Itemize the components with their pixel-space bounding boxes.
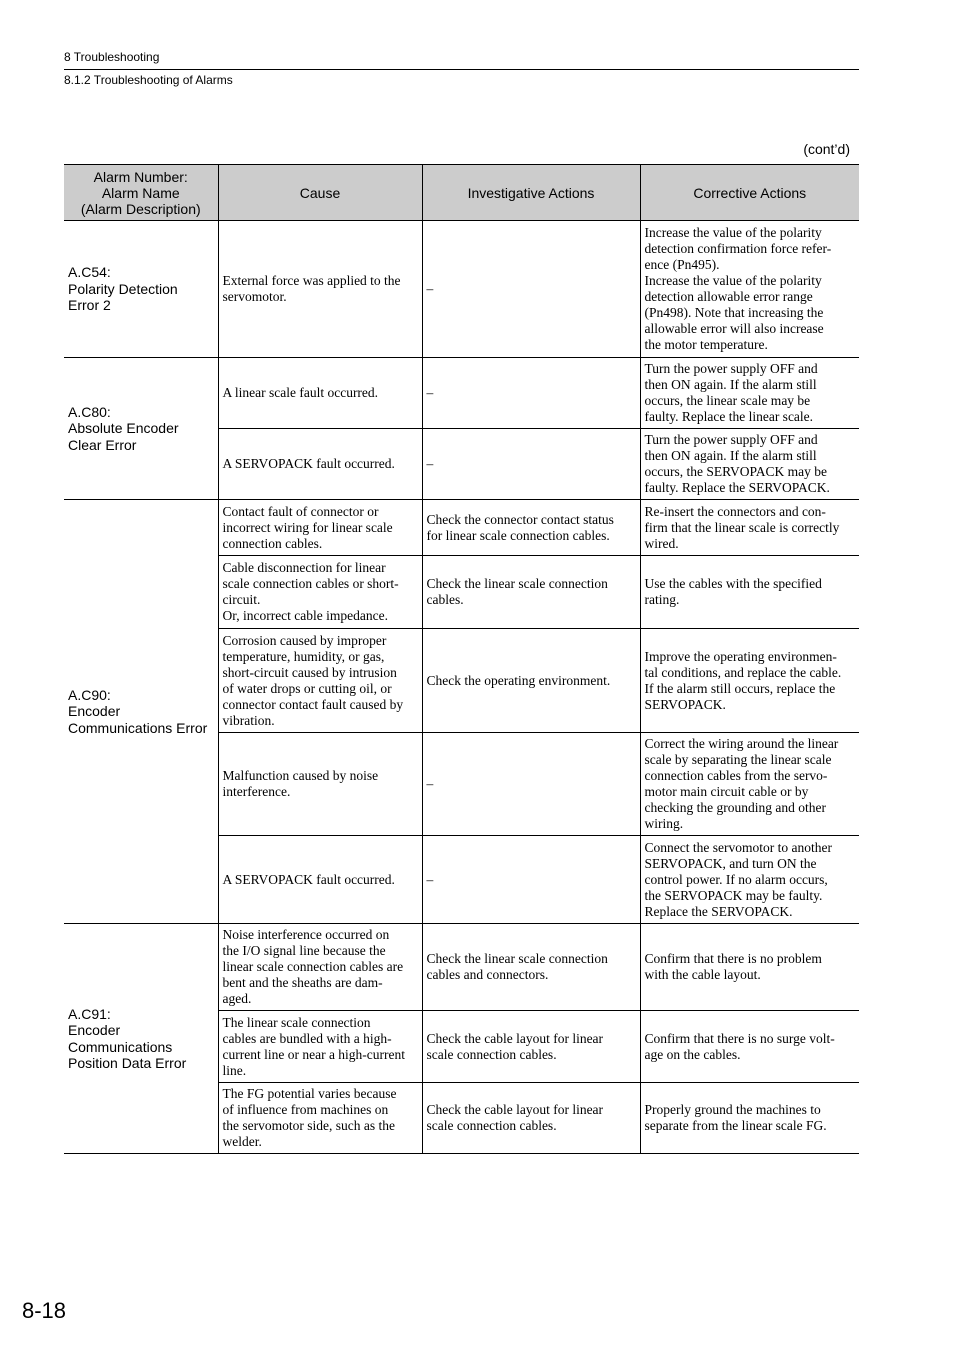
investigative-cell: –: [422, 221, 640, 358]
cause-cell: A SERVOPACK fault occurred.: [218, 429, 422, 500]
cause-cell: The linear scale connection cables are bundled with a high- current line or near a high-current line.: [218, 1011, 422, 1083]
table-row: [64, 221, 859, 358]
investigative-cell: Check the cable layout for linear scale connection cables.: [422, 1083, 640, 1154]
corrective-cell: Confirm that there is no problem with the cable layout.: [640, 924, 859, 1011]
alarm-cell: A.C54: Polarity Detection Error 2: [64, 221, 218, 358]
corrective-cell: Use the cables with the specified rating.: [640, 556, 859, 629]
cause-cell: Contact fault of connector or incorrect wiring for linear scale connection cables.: [218, 500, 422, 556]
corrective-cell: Increase the value of the polarity detection confirmation force refer- ence (Pn495). Increase the value of the polarity detection allowable error range (Pn498). Note that increasing the allowable error will also increase the motor temperature.: [640, 221, 859, 358]
header-alarm: Alarm Number: Alarm Name (Alarm Description): [64, 165, 218, 221]
cause-cell: The FG potential varies because of influence from machines on the servomotor side, such as the welder.: [218, 1083, 422, 1154]
alarm-table: [64, 164, 859, 1154]
alarm-cell: A.C80: Absolute Encoder Clear Error: [64, 358, 218, 500]
alarm-cell: A.C90: Encoder Communications Error: [64, 500, 218, 924]
corrective-cell: Re-insert the connectors and con- firm that the linear scale is correctly wired.: [640, 500, 859, 556]
corrective-cell: Confirm that there is no surge volt- age on the cables.: [640, 1011, 859, 1083]
table-row: [64, 500, 859, 556]
alarm-cell: A.C91: Encoder Communications Position Data Error: [64, 924, 218, 1154]
corrective-cell: Turn the power supply OFF and then ON again. If the alarm still occurs, the linear scale may be faulty. Replace the linear scale.: [640, 358, 859, 429]
investigative-cell: Check the linear scale connection cables.: [422, 556, 640, 629]
section-header: 8.1.2 Troubleshooting of Alarms: [64, 73, 233, 87]
header-cause: Cause: [218, 165, 422, 221]
investigative-cell: Check the linear scale connection cables and connectors.: [422, 924, 640, 1011]
corrective-cell: Turn the power supply OFF and then ON again. If the alarm still occurs, the SERVOPACK may be faulty. Replace the SERVOPACK.: [640, 429, 859, 500]
cause-cell: Malfunction caused by noise interference.: [218, 733, 422, 836]
investigative-cell: –: [422, 358, 640, 429]
investigative-cell: Check the cable layout for linear scale connection cables.: [422, 1011, 640, 1083]
page-number: 8-18: [22, 1298, 67, 1323]
investigative-cell: Check the operating environment.: [422, 629, 640, 733]
cause-cell: A linear scale fault occurred.: [218, 358, 422, 429]
investigative-cell: Check the connector contact status for linear scale connection cables.: [422, 500, 640, 556]
cause-cell: External force was applied to the servomotor.: [218, 221, 422, 358]
corrective-cell: Connect the servomotor to another SERVOPACK, and turn ON the control power. If no alarm occurs, the SERVOPACK may be faulty. Replace the SERVOPACK.: [640, 836, 859, 924]
continued-label: (cont’d): [803, 141, 850, 157]
header-rule: [64, 69, 859, 70]
corrective-cell: Properly ground the machines to separate from the linear scale FG.: [640, 1083, 859, 1154]
header-corrective: Corrective Actions: [640, 165, 859, 221]
investigative-cell: –: [422, 733, 640, 836]
investigative-cell: –: [422, 836, 640, 924]
header-investigative: Investigative Actions: [422, 165, 640, 221]
table-header-row: [64, 165, 859, 221]
investigative-cell: –: [422, 429, 640, 500]
cause-cell: A SERVOPACK fault occurred.: [218, 836, 422, 924]
chapter-header: 8 Troubleshooting: [64, 50, 160, 64]
cause-cell: Corrosion caused by improper temperature, humidity, or gas, short-circuit caused by intrusion of water drops or cutting oil, or connector contact fault caused by vibration.: [218, 629, 422, 733]
table-row: [64, 358, 859, 429]
cause-cell: Noise interference occurred on the I/O signal line because the linear scale connection cables are bent and the sheaths are dam- aged.: [218, 924, 422, 1011]
table-row: [64, 924, 859, 1011]
cause-cell: Cable disconnection for linear scale connection cables or short- circuit. Or, incorrect cable impedance.: [218, 556, 422, 629]
corrective-cell: Correct the wiring around the linear scale by separating the linear scale connection cables from the servo- motor main circuit cable or by checking the grounding and other wiring.: [640, 733, 859, 836]
corrective-cell: Improve the operating environmen- tal conditions, and replace the cable. If the alarm still occurs, replace the SERVOPACK.: [640, 629, 859, 733]
